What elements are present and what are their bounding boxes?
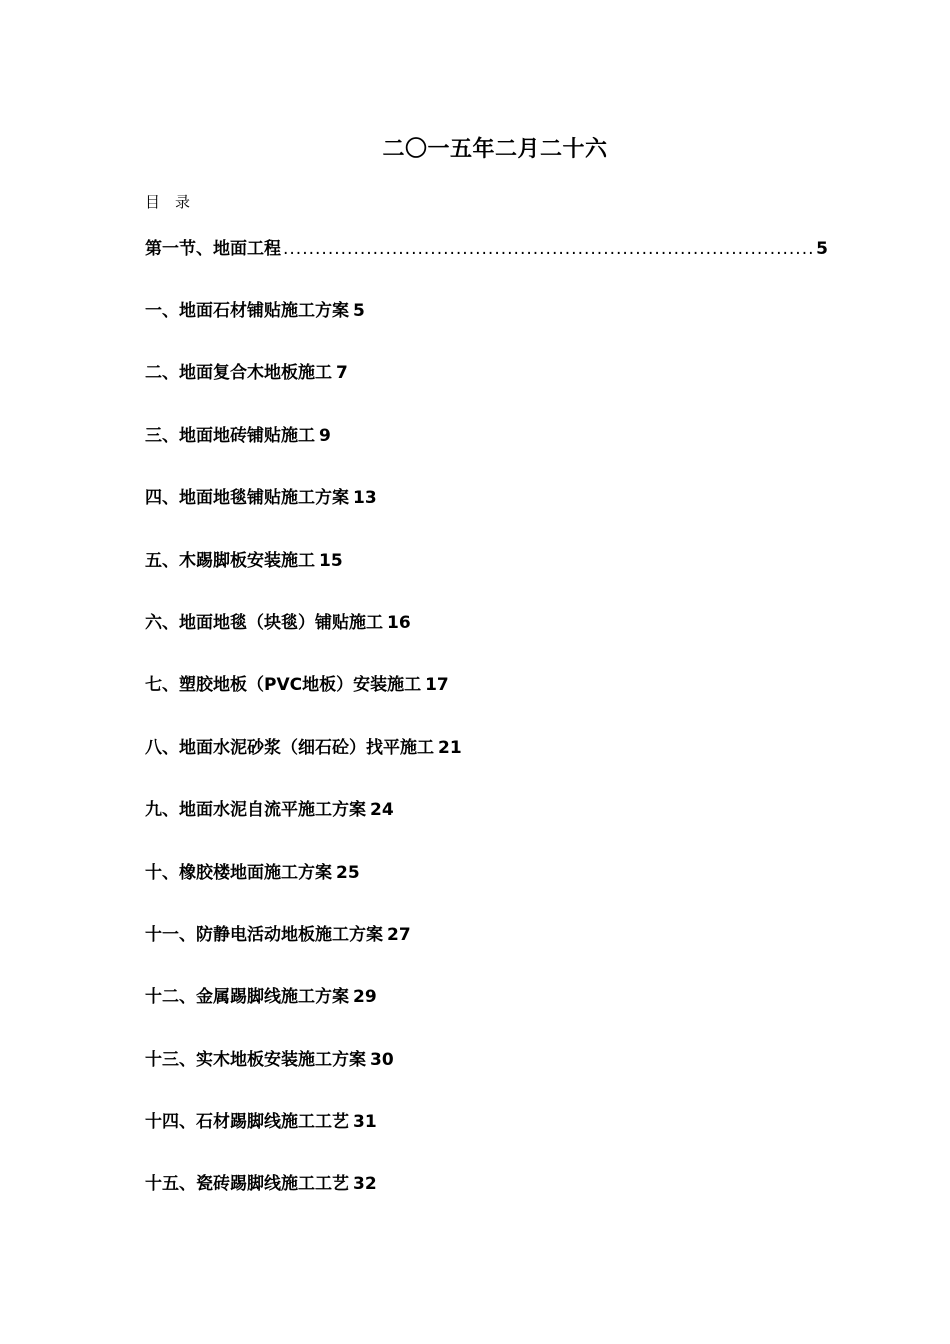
toc-item-page: 13 [353,488,377,509]
toc-item-page: 7 [336,363,348,384]
toc-item[interactable] [145,486,462,548]
toc-item[interactable] [145,611,462,673]
toc-item[interactable] [145,673,462,735]
toc-item-page: 21 [438,737,462,758]
toc-item-page: 29 [353,987,377,1008]
toc-item-title: 四、地面地毯铺贴施工方案 [145,488,349,509]
toc-item-title: 七、塑胶地板（PVC地板）安装施工 [145,675,422,696]
toc-item-page: 17 [425,675,449,696]
date-title: 二〇一五年二月二十六 [382,137,608,162]
toc-item-title: 九、地面水泥自流平施工方案 [145,800,366,821]
toc-item-page: 32 [353,1174,377,1195]
toc-item[interactable] [145,549,462,611]
toc-item-title: 十二、金属踢脚线施工方案 [145,987,349,1008]
toc-item-title: 三、地面地砖铺贴施工 [145,425,315,446]
toc-item-page: 5 [353,301,365,321]
toc-item[interactable] [145,736,462,798]
toc-item-title: 十一、防静电活动地板施工方案 [145,924,383,945]
toc-item-title: 十、橡胶楼地面施工方案 [145,862,332,883]
toc-item[interactable] [145,424,462,486]
toc-item[interactable] [145,1048,462,1110]
toc-heading: 目录 [145,193,206,211]
toc-item[interactable] [145,861,462,923]
toc-dot-leader [283,237,814,261]
toc-item[interactable] [145,1110,462,1172]
toc-item-page: 31 [353,1112,377,1133]
toc-item-page: 16 [387,612,411,633]
toc-item-page: 24 [370,800,394,821]
toc-item-page: 25 [336,862,360,883]
toc-item-title: 十五、瓷砖踢脚线施工工艺 [145,1174,349,1195]
toc-item-title: 五、木踢脚板安装施工 [145,550,315,571]
toc-item-title: 二、地面复合木地板施工 [145,363,332,384]
toc-item-page: 27 [387,924,411,945]
toc-item[interactable] [145,923,462,985]
toc-item[interactable] [145,798,462,860]
toc-item-page: 9 [319,425,331,446]
toc-item-title: 十四、石材踢脚线施工工艺 [145,1112,349,1133]
toc-item[interactable] [145,985,462,1047]
toc-item-title: 十三、实木地板安装施工方案 [145,1049,366,1070]
toc-item[interactable] [145,1172,462,1234]
toc-item-page: 30 [370,1049,394,1070]
toc-item-page: 15 [319,550,343,571]
toc-item-title: 一、地面石材铺贴施工方案 [145,301,349,321]
toc-item[interactable] [145,299,462,361]
toc-item[interactable] [145,361,462,423]
toc-list [145,299,462,1235]
toc-section-entry[interactable] [145,237,828,261]
toc-item-title: 八、地面水泥砂浆（细石砼）找平施工 [145,737,434,758]
toc-section-title: 第一节、地面工程 [145,239,281,259]
toc-item-title: 六、地面地毯（块毯）铺贴施工 [145,612,383,633]
toc-section-page: 5 [816,239,828,259]
